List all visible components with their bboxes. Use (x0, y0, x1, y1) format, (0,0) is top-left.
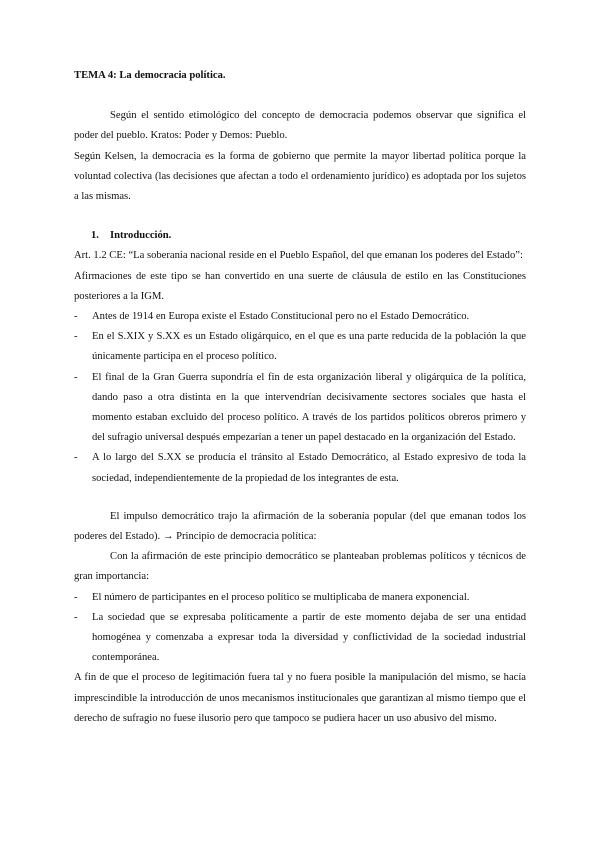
list-item-text: Antes de 1914 en Europa existe el Estado Constitucional pero no el Estado Democrático. (92, 311, 470, 323)
list-item-text: A lo largo del S.XX se producía el tránsito al Estado Democrático, al Estado expresivo de toda la sociedad, independientemente de la propiedad de los integrantes de esta. (92, 452, 526, 484)
list-item (74, 608, 526, 669)
list-item (74, 368, 526, 449)
list-item-text: En el S.XIX y S.XX es un Estado oligárquico, en el que es una parte reducida de la población la que únicamente participa en el proceso político. (92, 331, 526, 363)
intro-paragraph-etymology: Según el sentido etimológico del concepto de democracia podemos observar que significa el poder del pueblo. Kratos: Poder y Demos: Pueblo. (74, 110, 526, 142)
problems-paragraph: Con la afirmación de este principio democrático se planteaban problemas políticos y técnicos de gran importancia: (74, 551, 526, 583)
list-item (74, 307, 526, 327)
impulse-paragraph: El impulso democrático trajo la afirmación de la soberanía popular (del que emanan todos los poderes del Estado). → Principio de democracia política: (74, 510, 526, 543)
dash-bullet: - (74, 371, 78, 383)
history-bullet-list (74, 307, 526, 489)
list-item-text: El final de la Gran Guerra supondría el fin de esta organización liberal y oligárquica de la política, dando paso a otra distinta en la que intervendrían decisivamente sectores sociales que hasta el momento estaban excluido del proceso político. A través de los partidos políticos obreros primero y del sufragio universal después empezarían a tener un papel destacado en la organización del Estado. (92, 371, 526, 444)
list-item-text: La sociedad que se expresaba políticamente a partir de este momento dejaba de ser una entidad homogénea y comenzaba a expresar toda la diversidad y conflictividad de la sociedad industrial contemporánea. (92, 611, 526, 664)
list-item (74, 588, 526, 608)
section-number: 1. (91, 230, 99, 242)
constitution-quote: Art. 1.2 CE: “La soberanía nacional reside en el Pueblo Español, del que emanan los poderes del Estado”: (74, 250, 523, 262)
list-item (74, 448, 526, 488)
dash-bullet: - (74, 611, 78, 623)
problems-bullet-list (74, 588, 526, 669)
statement-paragraph: Afirmaciones de este tipo se han convertido en una suerte de cláusula de estilo en las Constituciones posteriores a la IGM. (74, 270, 526, 302)
section-heading-introduccion (74, 226, 526, 246)
list-item (74, 327, 526, 367)
section-heading-text: Introducción. (110, 230, 172, 242)
dash-bullet: - (74, 331, 78, 343)
dash-bullet: - (74, 452, 78, 464)
list-item-text: El número de participantes en el proceso político se multiplicaba de manera exponencial. (92, 591, 470, 603)
dash-bullet: - (74, 311, 78, 323)
dash-bullet: - (74, 591, 78, 603)
page-title: TEMA 4: La democracia política. (74, 70, 226, 81)
closing-paragraph: A fin de que el proceso de legitimación fuera tal y no fuera posible la manipulación del mismo, se hacía imprescindible la introducción de unos mecanismos institucionales que garantizan al mismo tiempo que el derecho de sufragio no fuese ilusorio pero que tampoco se pudiera hacer un uso abusivo del mismo. (74, 672, 526, 724)
intro-paragraph-kelsen: Según Kelsen, la democracia es la forma de gobierno que permite la mayor libertad política porque la voluntad colectiva (las decisiones que afectan a todo el ordenamiento jurídico) es adoptada por los sujetos a las mismas. (74, 150, 526, 203)
